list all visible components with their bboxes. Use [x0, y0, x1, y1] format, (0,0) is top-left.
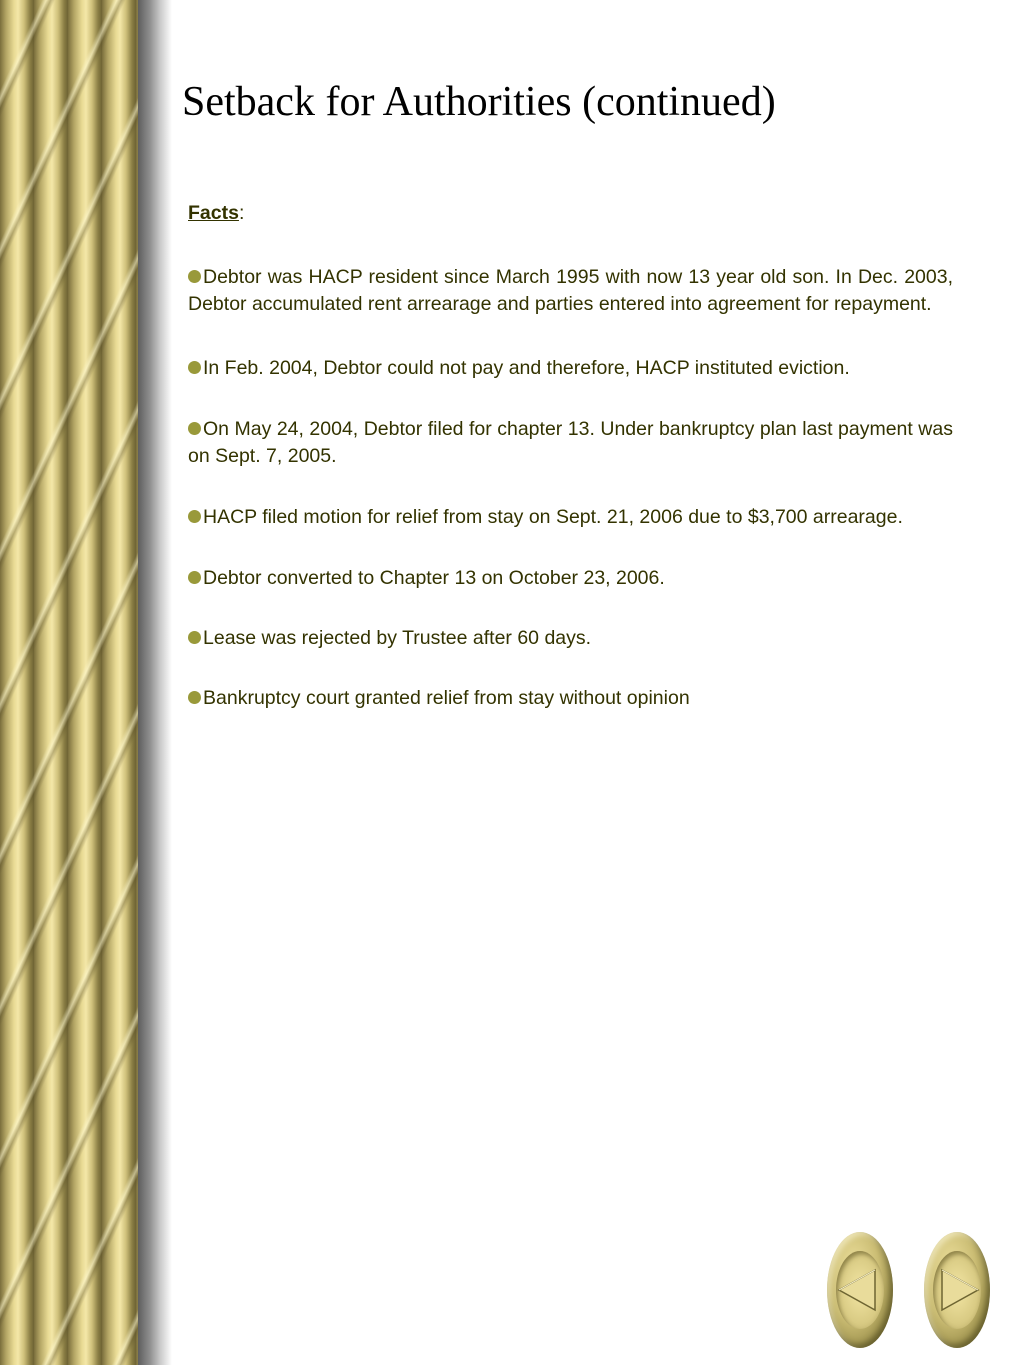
- bullet-dot-icon: [188, 270, 201, 283]
- bullet-text: Lease was rejected by Trustee after 60 days.: [203, 627, 592, 649]
- bullet-dot-icon: [188, 510, 201, 523]
- column-shadow: [138, 0, 172, 1365]
- bullet-item: [188, 264, 953, 318]
- bullet-dot-icon: [188, 571, 201, 584]
- bullet-dot-icon: [188, 422, 201, 435]
- bullet-text: Debtor was HACP resident since March 1995 with now 13 year old son. In Dec. 2003, Debtor accumulated rent arrearage and parties entered into agreement for repayment.: [188, 266, 953, 315]
- bullet-text: On May 24, 2004, Debtor filed for chapter 13. Under bankruptcy plan last payment was on Sept. 7, 2005.: [188, 418, 953, 467]
- slide-title: Setback for Authorities (continued): [182, 79, 776, 125]
- bullet-dot-icon: [188, 631, 201, 644]
- bullet-text: Debtor converted to Chapter 13 on October 23, 2006.: [203, 567, 665, 589]
- bullet-item: [188, 355, 953, 382]
- bullet-item: [188, 504, 953, 531]
- bullet-item: [188, 565, 953, 592]
- previous-slide-button[interactable]: [827, 1232, 893, 1348]
- bullet-text: In Feb. 2004, Debtor could not pay and therefore, HACP instituted eviction.: [203, 357, 850, 379]
- bullet-text: Bankruptcy court granted relief from stay without opinion: [203, 687, 690, 709]
- bullet-item: [188, 416, 953, 470]
- column-stripes: [0, 0, 138, 1365]
- bullet-item: [188, 685, 953, 712]
- bullet-dot-icon: [188, 361, 201, 374]
- facts-heading: [188, 200, 953, 227]
- bullet-item: [188, 625, 953, 652]
- decorative-gold-column: [0, 0, 138, 1365]
- bullet-dot-icon: [188, 691, 201, 704]
- facts-heading-colon: :: [238, 202, 245, 224]
- next-slide-button[interactable]: [924, 1232, 990, 1348]
- bullet-text: HACP filed motion for relief from stay on Sept. 21, 2006 due to $3,700 arrearage.: [203, 506, 903, 528]
- slide-content: [188, 200, 953, 712]
- triangle-left-icon: [827, 1232, 893, 1348]
- triangle-right-icon: [924, 1232, 990, 1348]
- facts-heading-label: Facts: [188, 202, 239, 224]
